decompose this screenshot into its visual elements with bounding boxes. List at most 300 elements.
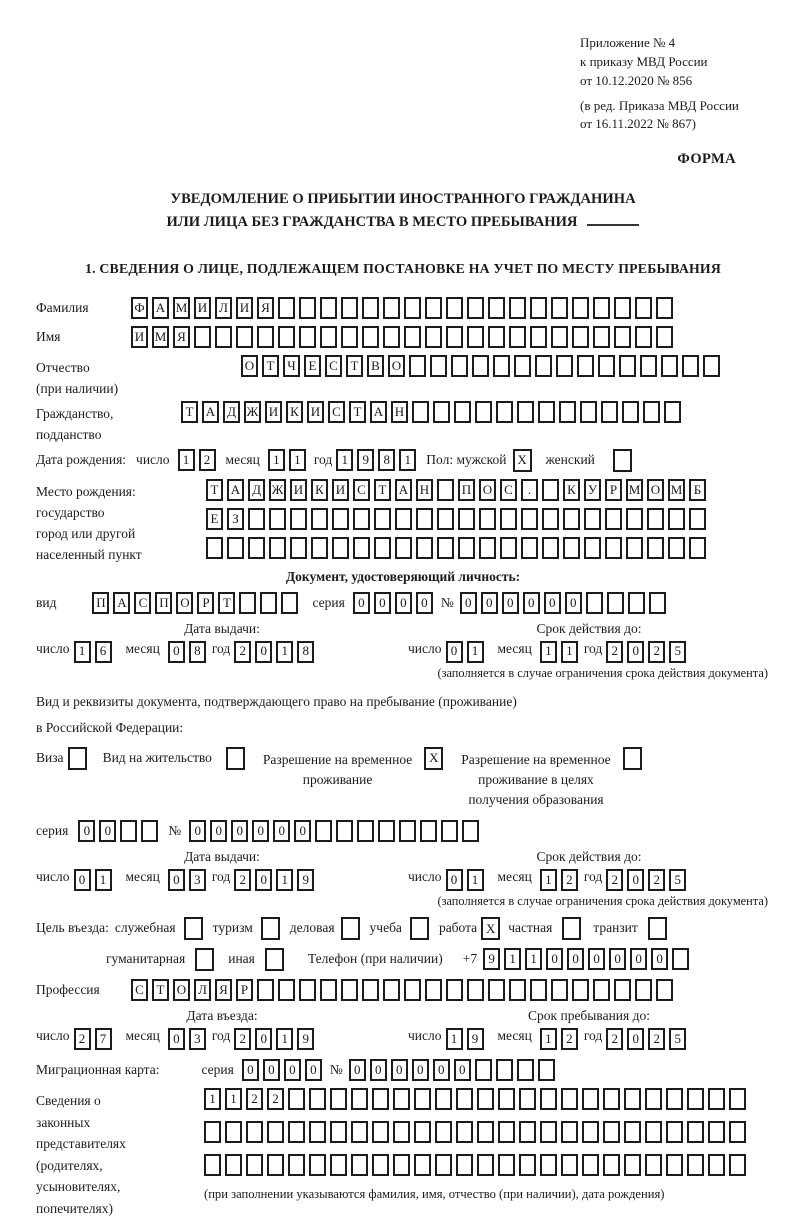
form-cell[interactable]: .: [521, 479, 538, 501]
form-cell[interactable]: 0: [252, 820, 269, 842]
form-cell[interactable]: [521, 508, 538, 530]
form-cell[interactable]: [540, 1121, 557, 1143]
form-cell[interactable]: 1: [399, 449, 416, 471]
identity-doc-series-cells[interactable]: [353, 592, 433, 614]
form-cell[interactable]: О: [173, 979, 190, 1001]
form-cell[interactable]: И: [236, 297, 253, 319]
birth-day-cells[interactable]: [178, 449, 216, 471]
form-cell[interactable]: [687, 1154, 704, 1176]
form-cell[interactable]: 1: [276, 1028, 293, 1050]
form-cell[interactable]: 0: [99, 820, 116, 842]
stay-month-cells[interactable]: [540, 1028, 578, 1050]
purpose-business-checkbox[interactable]: [341, 917, 360, 940]
form-cell[interactable]: Л: [194, 979, 211, 1001]
form-cell[interactable]: [435, 1154, 452, 1176]
form-cell[interactable]: [582, 1121, 599, 1143]
identity-doc-number-cells[interactable]: [460, 592, 666, 614]
form-cell[interactable]: С: [328, 401, 345, 423]
form-cell[interactable]: 8: [189, 641, 206, 663]
form-cell[interactable]: [404, 297, 421, 319]
form-cell[interactable]: 9: [483, 948, 500, 970]
form-cell[interactable]: [414, 1088, 431, 1110]
form-cell[interactable]: [598, 355, 615, 377]
form-cell[interactable]: Д: [223, 401, 240, 423]
form-cell[interactable]: Я: [257, 297, 274, 319]
form-cell[interactable]: [603, 1121, 620, 1143]
citizenship-cells[interactable]: [181, 401, 681, 423]
form-cell[interactable]: 1: [204, 1088, 221, 1110]
form-cell[interactable]: 2: [246, 1088, 263, 1110]
form-cell[interactable]: [551, 979, 568, 1001]
form-cell[interactable]: [446, 979, 463, 1001]
form-cell[interactable]: [336, 820, 353, 842]
form-cell[interactable]: [437, 537, 454, 559]
form-cell[interactable]: Т: [181, 401, 198, 423]
form-cell[interactable]: [372, 1088, 389, 1110]
form-cell[interactable]: [330, 1088, 347, 1110]
form-cell[interactable]: [239, 592, 256, 614]
purpose-humanitarian-checkbox[interactable]: [195, 948, 214, 971]
form-cell[interactable]: [708, 1154, 725, 1176]
form-cell[interactable]: [414, 1121, 431, 1143]
form-cell[interactable]: [496, 1059, 513, 1081]
form-cell[interactable]: [538, 401, 555, 423]
identity-valid-month-cells[interactable]: [540, 641, 578, 663]
form-cell[interactable]: [441, 820, 458, 842]
form-cell[interactable]: [530, 326, 547, 348]
form-cell[interactable]: [456, 1121, 473, 1143]
form-cell[interactable]: [194, 326, 211, 348]
form-cell[interactable]: Я: [215, 979, 232, 1001]
form-cell[interactable]: 8: [378, 449, 395, 471]
form-cell[interactable]: [519, 1154, 536, 1176]
form-cell[interactable]: [383, 326, 400, 348]
form-cell[interactable]: 2: [606, 641, 623, 663]
form-cell[interactable]: [479, 508, 496, 530]
form-cell[interactable]: [433, 401, 450, 423]
form-cell[interactable]: [635, 979, 652, 1001]
form-cell[interactable]: 1: [95, 869, 112, 891]
form-cell[interactable]: [488, 297, 505, 319]
form-cell[interactable]: З: [227, 508, 244, 530]
form-cell[interactable]: [446, 326, 463, 348]
form-cell[interactable]: [362, 326, 379, 348]
form-cell[interactable]: 0: [446, 869, 463, 891]
form-cell[interactable]: 2: [561, 1028, 578, 1050]
form-cell[interactable]: [399, 820, 416, 842]
form-cell[interactable]: Н: [416, 479, 433, 501]
form-cell[interactable]: 2: [234, 641, 251, 663]
form-cell[interactable]: [341, 917, 360, 940]
form-cell[interactable]: 2: [199, 449, 216, 471]
form-cell[interactable]: X: [424, 747, 443, 770]
form-cell[interactable]: [729, 1154, 746, 1176]
form-cell[interactable]: К: [311, 479, 328, 501]
form-cell[interactable]: 1: [467, 641, 484, 663]
form-cell[interactable]: [645, 1088, 662, 1110]
form-cell[interactable]: [288, 1121, 305, 1143]
form-cell[interactable]: Ф: [131, 297, 148, 319]
form-cell[interactable]: [519, 1121, 536, 1143]
form-cell[interactable]: [635, 297, 652, 319]
entry-year-cells[interactable]: [234, 1028, 314, 1050]
form-cell[interactable]: 0: [627, 869, 644, 891]
form-cell[interactable]: [414, 1154, 431, 1176]
form-cell[interactable]: [582, 1154, 599, 1176]
form-cell[interactable]: 7: [95, 1028, 112, 1050]
form-cell[interactable]: [395, 537, 412, 559]
form-cell[interactable]: С: [131, 979, 148, 1001]
form-cell[interactable]: [556, 355, 573, 377]
form-cell[interactable]: [353, 508, 370, 530]
form-cell[interactable]: [488, 326, 505, 348]
form-cell[interactable]: К: [286, 401, 303, 423]
form-cell[interactable]: О: [479, 479, 496, 501]
form-cell[interactable]: [393, 1121, 410, 1143]
form-cell[interactable]: [559, 401, 576, 423]
form-cell[interactable]: [605, 537, 622, 559]
form-cell[interactable]: 0: [460, 592, 477, 614]
form-cell[interactable]: [278, 326, 295, 348]
form-cell[interactable]: [500, 537, 517, 559]
form-cell[interactable]: 0: [284, 1059, 301, 1081]
form-cell[interactable]: [467, 979, 484, 1001]
form-cell[interactable]: [353, 537, 370, 559]
form-cell[interactable]: [372, 1154, 389, 1176]
form-cell[interactable]: [341, 297, 358, 319]
form-cell[interactable]: Е: [304, 355, 321, 377]
form-cell[interactable]: А: [227, 479, 244, 501]
identity-issue-year-cells[interactable]: [234, 641, 314, 663]
form-cell[interactable]: [351, 1121, 368, 1143]
form-cell[interactable]: [311, 537, 328, 559]
form-cell[interactable]: Т: [152, 979, 169, 1001]
form-cell[interactable]: [703, 355, 720, 377]
form-cell[interactable]: [299, 326, 316, 348]
form-cell[interactable]: [584, 508, 601, 530]
purpose-work-checkbox[interactable]: [481, 917, 500, 940]
form-cell[interactable]: А: [395, 479, 412, 501]
form-cell[interactable]: 0: [446, 641, 463, 663]
form-cell[interactable]: [330, 1154, 347, 1176]
form-cell[interactable]: [517, 1059, 534, 1081]
form-cell[interactable]: М: [152, 326, 169, 348]
form-cell[interactable]: 0: [627, 1028, 644, 1050]
residence-permit-checkbox[interactable]: [226, 747, 245, 770]
form-cell[interactable]: Б: [689, 479, 706, 501]
form-cell[interactable]: 1: [268, 449, 285, 471]
form-cell[interactable]: [477, 1121, 494, 1143]
form-cell[interactable]: [628, 592, 645, 614]
purpose-official-checkbox[interactable]: [184, 917, 203, 940]
form-cell[interactable]: [509, 979, 526, 1001]
form-cell[interactable]: 0: [374, 592, 391, 614]
form-cell[interactable]: В: [367, 355, 384, 377]
form-cell[interactable]: [624, 1121, 641, 1143]
form-cell[interactable]: 5: [669, 1028, 686, 1050]
form-cell[interactable]: И: [307, 401, 324, 423]
form-cell[interactable]: [475, 401, 492, 423]
form-cell[interactable]: 2: [561, 869, 578, 891]
form-cell[interactable]: [580, 401, 597, 423]
form-cell[interactable]: [551, 297, 568, 319]
form-cell[interactable]: 0: [273, 820, 290, 842]
form-cell[interactable]: 0: [567, 948, 584, 970]
form-cell[interactable]: [689, 508, 706, 530]
form-cell[interactable]: [647, 537, 664, 559]
form-cell[interactable]: [404, 979, 421, 1001]
form-cell[interactable]: [477, 1154, 494, 1176]
form-cell[interactable]: [227, 537, 244, 559]
form-cell[interactable]: 0: [168, 641, 185, 663]
form-cell[interactable]: [582, 1088, 599, 1110]
form-cell[interactable]: [351, 1154, 368, 1176]
form-cell[interactable]: 3: [189, 1028, 206, 1050]
form-cell[interactable]: 0: [294, 820, 311, 842]
form-cell[interactable]: [341, 326, 358, 348]
form-cell[interactable]: [647, 508, 664, 530]
form-cell[interactable]: И: [194, 297, 211, 319]
form-cell[interactable]: [351, 1088, 368, 1110]
form-cell[interactable]: [467, 326, 484, 348]
form-cell[interactable]: [204, 1154, 221, 1176]
form-cell[interactable]: [260, 592, 277, 614]
form-cell[interactable]: [458, 537, 475, 559]
profession-cells[interactable]: [131, 979, 673, 1001]
form-cell[interactable]: [320, 326, 337, 348]
form-cell[interactable]: 9: [297, 869, 314, 891]
form-cell[interactable]: 0: [395, 592, 412, 614]
purpose-private-checkbox[interactable]: [562, 917, 581, 940]
migration-series-cells[interactable]: [242, 1059, 322, 1081]
form-cell[interactable]: [425, 979, 442, 1001]
form-cell[interactable]: 0: [349, 1059, 366, 1081]
entry-month-cells[interactable]: [168, 1028, 206, 1050]
form-cell[interactable]: 0: [544, 592, 561, 614]
form-cell[interactable]: Р: [236, 979, 253, 1001]
form-cell[interactable]: [378, 820, 395, 842]
form-cell[interactable]: [330, 1121, 347, 1143]
form-cell[interactable]: [404, 326, 421, 348]
residence-issue-year-cells[interactable]: [234, 869, 314, 891]
residence-valid-day-cells[interactable]: [446, 869, 484, 891]
residence-number-cells[interactable]: [189, 820, 479, 842]
form-cell[interactable]: [225, 1154, 242, 1176]
form-cell[interactable]: 0: [502, 592, 519, 614]
form-cell[interactable]: П: [92, 592, 109, 614]
form-cell[interactable]: [477, 1088, 494, 1110]
form-cell[interactable]: А: [370, 401, 387, 423]
form-cell[interactable]: 0: [416, 592, 433, 614]
form-cell[interactable]: [246, 1154, 263, 1176]
form-cell[interactable]: [374, 508, 391, 530]
form-cell[interactable]: [246, 1121, 263, 1143]
form-cell[interactable]: 0: [74, 869, 91, 891]
temp-permit-checkbox[interactable]: [424, 747, 443, 770]
form-cell[interactable]: 1: [74, 641, 91, 663]
form-cell[interactable]: [614, 326, 631, 348]
form-cell[interactable]: [645, 1154, 662, 1176]
form-cell[interactable]: [269, 537, 286, 559]
form-cell[interactable]: 0: [523, 592, 540, 614]
form-cell[interactable]: Т: [374, 479, 391, 501]
form-cell[interactable]: [410, 917, 429, 940]
form-cell[interactable]: [535, 355, 552, 377]
form-cell[interactable]: [265, 948, 284, 971]
form-cell[interactable]: [281, 592, 298, 614]
form-cell[interactable]: [519, 1088, 536, 1110]
form-cell[interactable]: [593, 979, 610, 1001]
form-cell[interactable]: [561, 1154, 578, 1176]
form-cell[interactable]: 8: [297, 641, 314, 663]
form-cell[interactable]: 6: [95, 641, 112, 663]
form-cell[interactable]: [120, 820, 137, 842]
form-cell[interactable]: [257, 326, 274, 348]
form-cell[interactable]: И: [290, 479, 307, 501]
form-cell[interactable]: 0: [255, 641, 272, 663]
form-cell[interactable]: 0: [242, 1059, 259, 1081]
identity-issue-month-cells[interactable]: [168, 641, 206, 663]
form-cell[interactable]: [278, 297, 295, 319]
form-cell[interactable]: [467, 297, 484, 319]
form-cell[interactable]: 1: [178, 449, 195, 471]
form-cell[interactable]: [530, 297, 547, 319]
form-cell[interactable]: [613, 449, 632, 472]
form-cell[interactable]: [586, 592, 603, 614]
form-cell[interactable]: 0: [231, 820, 248, 842]
form-cell[interactable]: С: [134, 592, 151, 614]
form-cell[interactable]: [601, 401, 618, 423]
form-cell[interactable]: [624, 1154, 641, 1176]
form-cell[interactable]: [315, 820, 332, 842]
form-cell[interactable]: [648, 917, 667, 940]
form-cell[interactable]: [416, 508, 433, 530]
legal-reps-cells-row-2[interactable]: [204, 1121, 746, 1143]
birth-place-cells-row-1[interactable]: [206, 479, 706, 501]
form-cell[interactable]: [458, 508, 475, 530]
form-cell[interactable]: [623, 747, 642, 770]
form-cell[interactable]: [395, 508, 412, 530]
form-cell[interactable]: [248, 508, 265, 530]
form-cell[interactable]: [635, 326, 652, 348]
form-cell[interactable]: Е: [206, 508, 223, 530]
form-cell[interactable]: [498, 1088, 515, 1110]
form-cell[interactable]: 2: [606, 1028, 623, 1050]
form-cell[interactable]: А: [152, 297, 169, 319]
form-cell[interactable]: 2: [234, 1028, 251, 1050]
form-cell[interactable]: [729, 1121, 746, 1143]
form-cell[interactable]: [68, 747, 87, 770]
form-cell[interactable]: 0: [168, 1028, 185, 1050]
form-cell[interactable]: [517, 401, 534, 423]
form-cell[interactable]: [320, 297, 337, 319]
form-cell[interactable]: [195, 948, 214, 971]
form-cell[interactable]: И: [265, 401, 282, 423]
form-cell[interactable]: [341, 979, 358, 1001]
form-cell[interactable]: 2: [606, 869, 623, 891]
form-cell[interactable]: [288, 1088, 305, 1110]
form-cell[interactable]: [446, 297, 463, 319]
form-cell[interactable]: [521, 537, 538, 559]
form-cell[interactable]: [425, 297, 442, 319]
form-cell[interactable]: 3: [189, 869, 206, 891]
form-cell[interactable]: [509, 297, 526, 319]
form-cell[interactable]: [409, 355, 426, 377]
form-cell[interactable]: М: [668, 479, 685, 501]
form-cell[interactable]: [622, 401, 639, 423]
form-cell[interactable]: [666, 1121, 683, 1143]
form-cell[interactable]: 0: [78, 820, 95, 842]
form-cell[interactable]: [493, 355, 510, 377]
form-cell[interactable]: [562, 917, 581, 940]
form-cell[interactable]: [278, 979, 295, 1001]
form-cell[interactable]: [451, 355, 468, 377]
residence-valid-month-cells[interactable]: [540, 869, 578, 891]
birth-place-cells-row-3[interactable]: [206, 537, 706, 559]
residence-valid-year-cells[interactable]: [606, 869, 686, 891]
form-cell[interactable]: [603, 1088, 620, 1110]
form-cell[interactable]: 9: [467, 1028, 484, 1050]
form-cell[interactable]: 0: [546, 948, 563, 970]
birth-year-cells[interactable]: [336, 449, 416, 471]
form-cell[interactable]: [498, 1121, 515, 1143]
form-cell[interactable]: К: [563, 479, 580, 501]
purpose-other-checkbox[interactable]: [265, 948, 284, 971]
sex-male-checkbox[interactable]: [513, 449, 532, 472]
phone-cells[interactable]: [483, 948, 689, 970]
form-cell[interactable]: [416, 537, 433, 559]
form-cell[interactable]: П: [458, 479, 475, 501]
form-cell[interactable]: [320, 979, 337, 1001]
form-cell[interactable]: [619, 355, 636, 377]
form-cell[interactable]: [332, 508, 349, 530]
form-cell[interactable]: [563, 537, 580, 559]
form-cell[interactable]: Р: [605, 479, 622, 501]
form-cell[interactable]: [561, 1088, 578, 1110]
form-cell[interactable]: С: [500, 479, 517, 501]
form-cell[interactable]: 0: [433, 1059, 450, 1081]
form-cell[interactable]: [425, 326, 442, 348]
firstname-cells[interactable]: [131, 326, 673, 348]
form-cell[interactable]: [593, 326, 610, 348]
form-cell[interactable]: [462, 820, 479, 842]
form-cell[interactable]: X: [481, 917, 500, 940]
form-cell[interactable]: [656, 297, 673, 319]
purpose-transit-checkbox[interactable]: [648, 917, 667, 940]
form-cell[interactable]: О: [241, 355, 258, 377]
form-cell[interactable]: [498, 1154, 515, 1176]
form-cell[interactable]: [236, 326, 253, 348]
form-cell[interactable]: [412, 401, 429, 423]
form-cell[interactable]: [500, 508, 517, 530]
form-cell[interactable]: [624, 1088, 641, 1110]
form-cell[interactable]: [267, 1154, 284, 1176]
form-cell[interactable]: [645, 1121, 662, 1143]
identity-doc-type-cells[interactable]: [92, 592, 298, 614]
form-cell[interactable]: 2: [74, 1028, 91, 1050]
edu-permit-checkbox[interactable]: [623, 747, 642, 770]
form-cell[interactable]: [225, 1121, 242, 1143]
purpose-tourism-checkbox[interactable]: [261, 917, 280, 940]
form-cell[interactable]: 9: [297, 1028, 314, 1050]
form-cell[interactable]: [593, 297, 610, 319]
form-cell[interactable]: [206, 537, 223, 559]
form-cell[interactable]: [607, 592, 624, 614]
form-cell[interactable]: Д: [248, 479, 265, 501]
form-cell[interactable]: И: [332, 479, 349, 501]
form-cell[interactable]: [561, 1121, 578, 1143]
form-cell[interactable]: И: [131, 326, 148, 348]
